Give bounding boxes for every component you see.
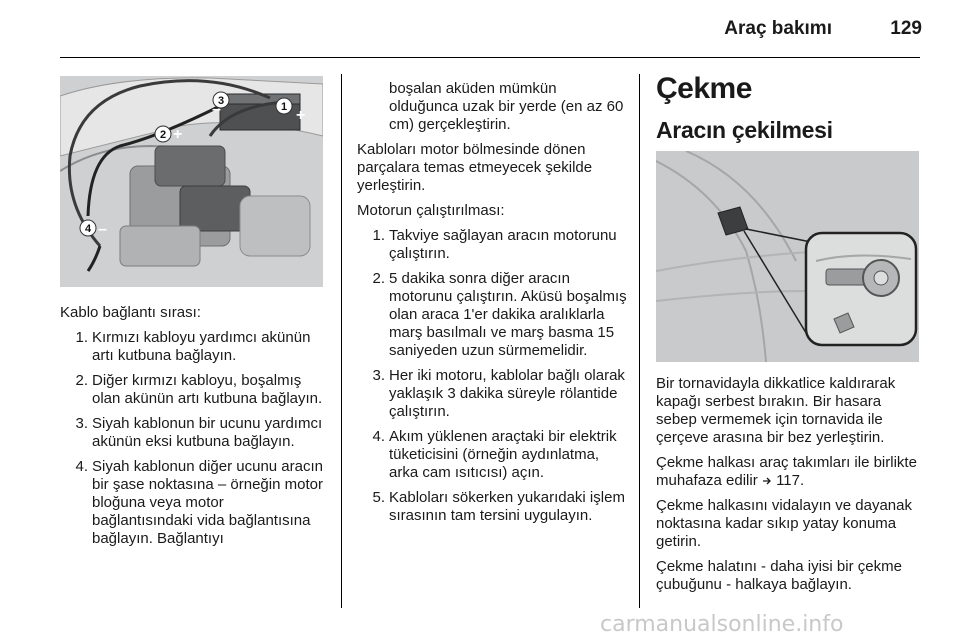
engine-start-steps-list xyxy=(367,227,629,525)
column-2 xyxy=(357,80,629,532)
svg-text:+: + xyxy=(173,126,183,143)
svg-text:–: – xyxy=(98,221,107,238)
list-item: 1. Kırmızı kabloyu yardımcı akünün artı kutbuna bağlayın. xyxy=(75,329,311,364)
list-item: 2. 5 dakika sonra diğer aracın motorunu çalıştırın. Aküsü boşalmış olan araca 1'er dakika aralıklarla marş basılmalı ve marş basma 15 saniyeden uzun sürmemelidir. xyxy=(372,270,627,359)
svg-text:2: 2 xyxy=(159,129,167,141)
continued-text: boşalan aküden mümkün olduğunca uzak bir yerde (en az 60 cm) gerçekleştirin. xyxy=(389,80,624,133)
list-item: 3. Her iki motoru, kablolar bağlı olarak yaklaşık 3 dakika süreyle rölantide çalıştırın. xyxy=(372,367,625,420)
jump-start-illustration xyxy=(60,76,323,287)
towing-eye-drawing xyxy=(656,151,919,362)
connection-steps-list xyxy=(70,329,326,548)
column-divider-right xyxy=(639,74,640,608)
list-item: 3. Siyah kablonun bir ucunu yardımcı akünün eksi kutbuna bağlayın. xyxy=(75,415,323,450)
svg-text:–: – xyxy=(212,101,221,118)
column-divider-left xyxy=(341,74,342,608)
column-3 xyxy=(656,375,926,601)
list-item: 5. Kabloları sökerken yukarıdaki işlem sırasının tam tersini uygulayın. xyxy=(372,489,625,524)
cable-placement-paragraph: Kabloları motor bölmesinde dönen parçalara temas etmeyecek şekilde yerleştirin. xyxy=(357,141,593,194)
engine-start-intro: Motorun çalıştırılması: xyxy=(357,202,505,219)
header-rule xyxy=(60,57,920,58)
list-item: 1. Takviye sağlayan aracın motorunu çalıştırın. xyxy=(372,227,617,262)
svg-text:1: 1 xyxy=(280,101,288,113)
header-title: Araç bakımı xyxy=(724,18,832,39)
list-item: 4. Akım yüklenen araçtaki bir elektrik tüketicisini (örneğin aydınlatma, arka cam ısıtıcısı) açın. xyxy=(372,428,617,481)
svg-text:3: 3 xyxy=(217,95,225,107)
remove-cover-paragraph: Bir tornavidayla dikkatlice kaldırarak kapağı serbest bırakın. Bir hasara sebep vermemek için tornavida ile çerçeve arasına bir bez yerleştirin. xyxy=(656,375,896,446)
svg-text:+: + xyxy=(296,107,306,124)
connection-order-intro: Kablo bağlantı sırası: xyxy=(60,304,201,321)
engine-bay-drawing xyxy=(60,76,323,287)
page-number: 129 xyxy=(890,18,922,39)
svg-text:4: 4 xyxy=(84,223,92,235)
page-reference-link[interactable]: 117. xyxy=(776,472,805,489)
attach-rope-paragraph: Çekme halatını - daha iyisi bir çekme çubuğunu - halkaya bağlayın. xyxy=(656,558,902,593)
list-item: 4. Siyah kablonun diğer ucunu aracın bir şase noktasına – örneğin motor bloğuna veya motor bağlantısındaki vida bağlantısına bağlayın. Bağlantıyı xyxy=(75,458,323,547)
towing-eye-illustration xyxy=(656,151,919,362)
page-reference-arrow-icon xyxy=(762,473,772,483)
screw-in-paragraph: Çekme halkasını vidalayın ve dayanak noktasına kadar sıkıp yatay konuma getirin. xyxy=(656,497,912,550)
towing-eye-storage-paragraph: Çekme halkası araç takımları ile birlikte muhafaza edilir 117. xyxy=(656,454,917,489)
section-heading: Çekme xyxy=(656,72,752,105)
subsection-heading: Aracın çekilmesi xyxy=(656,117,833,143)
watermark: carmanualsonline.info xyxy=(600,612,844,637)
list-item: 2. Diğer kırmızı kabloyu, boşalmış olan akünün artı kutbuna bağlayın. xyxy=(75,372,323,407)
column-1 xyxy=(60,304,326,555)
